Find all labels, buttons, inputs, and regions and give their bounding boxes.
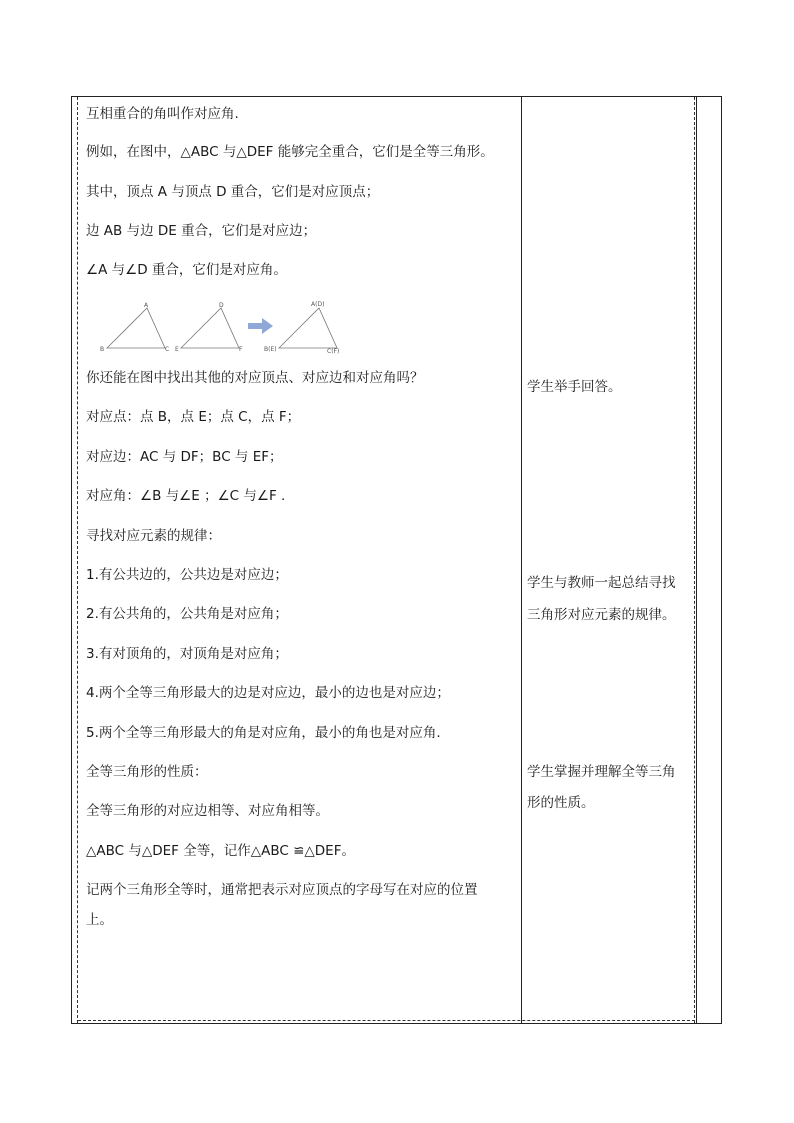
text-line: 互相重合的角叫作对应角. [86, 106, 239, 122]
text-line: 边 AB 与边 DE 重合，它们是对应边； [86, 223, 317, 239]
side-text-line: 学生举手回答。 [527, 379, 622, 395]
side-text-line: 学生掌握并理解全等三角 [527, 764, 676, 780]
label-c: C [165, 346, 170, 353]
bottom-dashed-border [78, 1020, 695, 1021]
text-line: 记两个三角形全等时，通常把表示对应顶点的字母写在对应的位置 [86, 882, 478, 898]
triangle-def [175, 302, 243, 353]
label-e: E [175, 346, 179, 353]
text-line: 全等三角形的对应边相等、对应角相等。 [86, 803, 329, 819]
text-line: 对应边：AC 与 DF；BC 与 EF； [86, 449, 283, 465]
label-b: B [100, 346, 105, 353]
text-line: 5.两个全等三角形最大的角是对应角，最小的角也是对应角. [86, 725, 441, 741]
text-line: △ABC 与△DEF 全等，记作△ABC ≌△DEF。 [86, 843, 355, 859]
column-divider-1 [521, 97, 522, 1023]
text-line: 3.有对顶角的，对顶角是对应角； [86, 646, 288, 662]
label-f: F [239, 346, 243, 353]
side-text-line: 三角形对应元素的规律。 [527, 607, 676, 623]
text-line: 其中，顶点 A 与顶点 D 重合，它们是对应顶点； [86, 184, 380, 200]
label-a: A [144, 302, 149, 309]
text-line: 上。 [86, 912, 113, 928]
congruent-triangles-figure [97, 298, 340, 355]
triangle-abc [100, 302, 169, 353]
label-ad: A(D) [311, 301, 325, 308]
label-d: D [219, 302, 224, 309]
left-dashed-border [77, 97, 78, 1023]
text-line: 4.两个全等三角形最大的边是对应边，最小的边也是对应边； [86, 685, 450, 701]
side-text-line: 形的性质。 [527, 795, 595, 811]
text-line: ∠A 与∠D 重合，它们是对应角。 [86, 262, 287, 278]
text-line: 对应点：点 B，点 E；点 C，点 F； [86, 409, 301, 425]
text-line: 1.有公共边的，公共边是对应边； [86, 567, 288, 583]
label-be: B(E) [264, 346, 277, 353]
right-arrow-icon [248, 318, 273, 334]
label-cf: C(F) [327, 348, 340, 355]
side-text-line: 学生与教师一起总结寻找 [527, 575, 676, 591]
text-line: 2.有公共角的，公共角是对应角； [86, 606, 288, 622]
triangle-overlap [264, 301, 339, 355]
text-line: 对应角：∠B 与∠E ；∠C 与∠F . [86, 488, 286, 504]
text-line: 全等三角形的性质： [86, 764, 208, 780]
column-divider-2 [696, 97, 697, 1023]
text-line: 寻找对应元素的规律： [86, 528, 221, 544]
right-dashed-border [694, 97, 695, 1023]
text-line: 例如，在图中，△ABC 与△DEF 能够完全重合，它们是全等三角形。 [86, 144, 494, 160]
text-line: 你还能在图中找出其他的对应顶点、对应边和对应角吗？ [86, 370, 424, 386]
